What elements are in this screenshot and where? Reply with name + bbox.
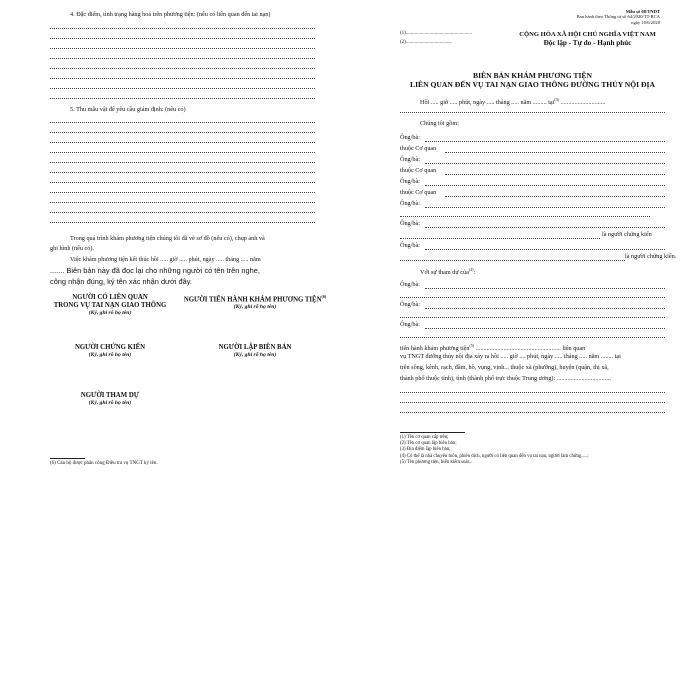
paragraph-closing-1a: Trong quá trình khám phương tiện chúng tôi đã vẽ sơ đồ (nếu có), chụp ảnh và — [70, 235, 265, 242]
nation-name: CỘNG HÒA XÃ HỘI CHỦ NGHĨA VIỆT NAM — [519, 31, 656, 38]
footnote-ref: (6) — [321, 294, 327, 299]
footnote-5: (5) Tên phương tiện, biển kiểm soát... — [400, 459, 473, 465]
fill-line — [400, 392, 665, 393]
witness-name-label: Ông/bà: — [400, 220, 420, 227]
signature-witness — [50, 344, 170, 359]
org-superior: (1)..................................................... — [400, 31, 473, 36]
fill-line — [425, 227, 665, 228]
footnote-ref: (3) — [554, 97, 560, 102]
footnote-1: (1) Tên cơ quan cấp trên; — [400, 435, 449, 440]
footnote-6: (6) Cán bộ được phân công Điều tra vụ TNGT ký tên. — [50, 461, 158, 466]
item5-heading: 5. Thu mẫu vật để yêu cầu giám định: (nếu có) — [70, 106, 186, 113]
footnote-rule — [50, 458, 85, 459]
footnote-ref: (5) — [469, 343, 475, 348]
fill-line — [50, 28, 315, 29]
fill-line — [425, 163, 665, 164]
member-agency-label: thuộc Cơ quan — [400, 167, 437, 174]
fill-line — [50, 122, 315, 123]
document-title — [395, 71, 670, 89]
footnote-3: (3) Địa điểm lập biên bản; — [400, 447, 451, 453]
fill-line — [50, 142, 315, 143]
national-header — [510, 31, 665, 47]
fill-line — [50, 152, 315, 153]
fill-line — [445, 174, 665, 175]
signature-title: NGƯỜI LẬP BIÊN BẢN — [218, 344, 292, 351]
member-name-label: Ông/bà: — [400, 178, 420, 185]
fill-line — [50, 48, 315, 49]
time-fill: ............................. — [559, 99, 606, 107]
signature-title: NGƯỜI TIẾN HÀNH KHÁM PHƯƠNG TIỆN — [183, 296, 322, 304]
footnote-ref: (4) — [468, 267, 474, 272]
nation-motto: Độc lập - Tự do - Hạnh phúc — [543, 39, 632, 47]
signature-hint: (Ký, ghi rõ họ tên) — [88, 400, 132, 406]
signature-recorder — [195, 344, 315, 359]
signature-hint: (Ký, ghi rõ họ tên) — [233, 352, 277, 358]
conduct-line-1: tiến hành khám phương tiện$^{(5)}$ ....................................................... liên quan — [400, 343, 586, 353]
fill-line — [400, 216, 650, 217]
signature-participant — [50, 392, 170, 407]
witness-role: là người chứng kiến. — [625, 253, 677, 260]
signature-title: NGƯỜI CHỨNG KIẾN — [74, 344, 146, 351]
form-date: ngày 10/6/2020 — [631, 19, 660, 25]
conduct-text: tiến hành khám phương tiện — [400, 345, 470, 353]
fill-line — [50, 132, 315, 133]
fill-line — [50, 58, 315, 59]
footnote-rule — [400, 432, 465, 433]
fill-line — [50, 202, 315, 203]
member-name-label: Ông/bà: — [400, 156, 420, 163]
signature-title: NGƯỜI CÓ LIÊN QUAN — [72, 294, 148, 301]
participants-heading: Với sự tham dự của$^{(4)}$: — [420, 267, 476, 277]
participants-text: Với sự tham dự của — [420, 269, 469, 277]
fill-line — [50, 98, 315, 99]
signature-related-person — [40, 294, 180, 317]
fill-line — [50, 38, 315, 39]
fill-line — [425, 288, 665, 289]
fill-line — [50, 68, 315, 69]
paragraph-closing-3b: công nhận đúng, ký tên xác nhận dưới đây. — [50, 277, 192, 286]
participant-name-label: Ông/bà: — [400, 281, 420, 288]
fill-line — [50, 88, 315, 89]
org-issuer: (2)..................................... — [400, 40, 453, 45]
participant-name-label: Ông/bà: — [400, 301, 420, 308]
form-reference: Ban hành theo Thông tư số 64/2020/TT-BCA — [576, 14, 660, 20]
fill-line — [50, 212, 315, 213]
fill-line — [400, 112, 665, 113]
conduct-line-3: trên sông, kênh, rạch, đầm, hồ, vụng, vịnh... thuộc xã (phường), huyện (quận, thị xã, — [400, 364, 609, 371]
footnote-4: (4) Có thể là nhà chuyên môn, phiên dịch, người có liên quan đến vụ tai nạn, người làm chứng.....; — [400, 453, 589, 459]
fill-line — [400, 412, 665, 413]
signature-hint: (Ký, ghi rõ họ tên) — [88, 310, 132, 316]
fill-line — [50, 78, 315, 79]
member-name-label: Ông/bà: — [400, 200, 420, 207]
footnotes — [400, 435, 589, 466]
fill-line — [50, 222, 315, 223]
fill-line — [445, 152, 665, 153]
member-name-label: Ông/bà: — [400, 134, 420, 141]
form-number: Mẫu số 08/TNDT — [625, 9, 660, 14]
form-code — [560, 9, 660, 25]
fill-line — [425, 328, 665, 329]
conduct-line-4: thành phố thuộc tỉnh), tỉnh (thành phố trực thuộc Trung ương): ................................... — [400, 375, 611, 382]
title-line-1: BIÊN BẢN KHÁM PHƯƠNG TIỆN — [473, 71, 592, 80]
fill-line — [400, 297, 665, 298]
fill-line — [425, 185, 665, 186]
paragraph-closing-2: Việc khám phương tiện kết thúc hồi ..... giờ ..... phút, ngày ..... tháng ..... năm — [70, 256, 261, 263]
signature-inspector — [180, 293, 330, 311]
fill-line — [425, 249, 665, 250]
participant-name-label: Ông/bà: — [400, 321, 420, 328]
fill-line — [50, 172, 315, 173]
time-place-line — [420, 96, 605, 107]
fill-line — [400, 402, 665, 403]
fill-line — [50, 182, 315, 183]
member-agency-label: thuộc Cơ quan — [400, 145, 437, 152]
fill-line — [425, 207, 665, 208]
item4-heading: 4. Đặc điểm, tình trạng hàng hoá trên phương tiện: (nếu có liên quan đến tai nạn) — [70, 11, 271, 18]
signature-title: TRONG VỤ TAI NẠN GIAO THÔNG — [53, 302, 167, 309]
conduct-line-2: vụ TNGT đường thủy nội địa xảy ra hồi ..... giờ .... phút, ngày ..... tháng ..... năm ........ tại — [400, 353, 621, 360]
members-heading: Chúng tôi gồm: — [420, 120, 459, 127]
signature-hint: (Ký, ghi rõ họ tên) — [88, 352, 132, 358]
witness-role: là người chứng kiến — [602, 231, 652, 238]
fill-line — [50, 192, 315, 193]
fill-line — [425, 141, 665, 142]
fill-line — [400, 238, 600, 239]
paragraph-closing-1b: ghi hình (nếu có). — [50, 245, 94, 252]
fill-line — [445, 196, 665, 197]
signature-hint: (Ký, ghi rõ họ tên) — [233, 304, 277, 311]
fill-line — [400, 337, 665, 338]
member-agency-label: thuộc Cơ quan — [400, 189, 437, 196]
paragraph-closing-3a: ....... Biên bản này đã đọc lại cho những người có tên trên nghe, — [50, 266, 260, 275]
footnote-2: (2) Tên cơ quan lập biên bản; — [400, 441, 457, 447]
fill-line — [425, 308, 665, 309]
conduct-text-end: liên quan — [562, 345, 586, 353]
signature-title: NGƯỜI THAM DỰ — [80, 392, 140, 399]
witness-name-label: Ông/bà: — [400, 242, 420, 249]
time-text: Hồi ..... giờ ..... phút, ngày ..... tháng ..... năm ......... tại — [420, 99, 555, 107]
title-line-2: LIÊN QUAN ĐẾN VỤ TAI NẠN GIAO THÔNG ĐƯỜNG THỦY NỘI ĐỊA — [410, 80, 655, 89]
fill-line — [400, 317, 665, 318]
fill-line — [400, 260, 625, 261]
fill-line — [50, 162, 315, 163]
